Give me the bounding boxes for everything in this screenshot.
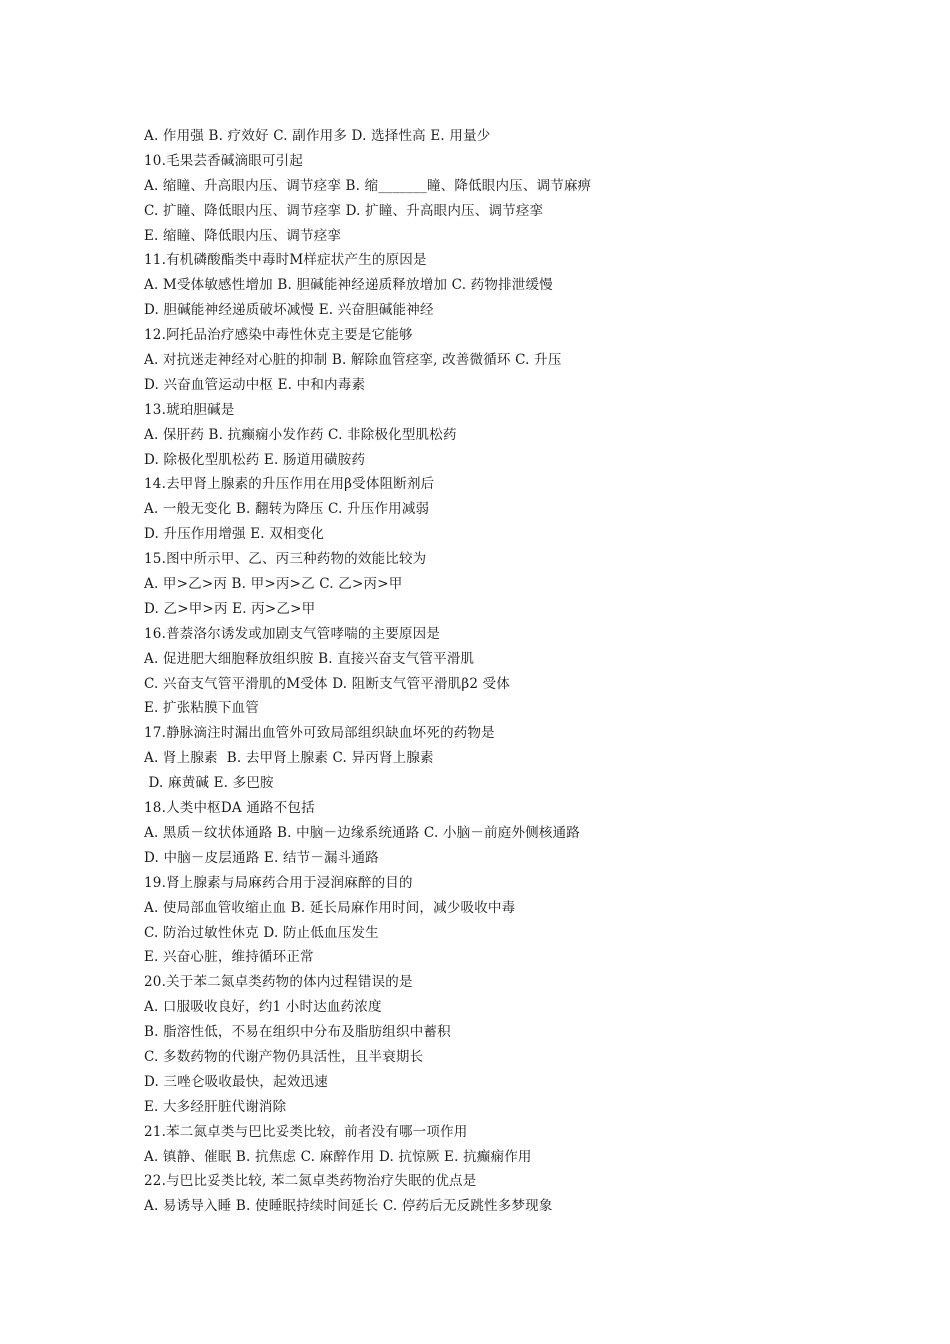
- text-line: A. 保肝药 B. 抗癫痫小发作药 C. 非除极化型肌松药: [144, 426, 457, 443]
- text-line: 19.肾上腺素与局麻药合用于浸润麻醉的目的: [144, 874, 413, 891]
- text-line: D. 中脑－皮层通路 E. 结节－漏斗通路: [144, 849, 379, 866]
- text-line: D. 麻黄碱 E. 多巴胺: [144, 775, 274, 792]
- text-line: D. 胆碱能神经递质破坏减慢 E. 兴奋胆碱能神经: [144, 302, 434, 319]
- text-line: 11.有机磷酸酯类中毒时M样症状产生的原因是: [144, 252, 427, 269]
- text-line: 14.去甲肾上腺素的升压作用在用β受体阻断剂后: [144, 476, 435, 493]
- text-line: 18.人类中枢DA 通路不包括: [144, 800, 315, 817]
- text-line: A. 缩瞳、升高眼内压、调节痉挛 B. 缩_______瞳、降低眼内压、调节麻痹: [144, 177, 592, 194]
- text-line: A. 镇静、催眠 B. 抗焦虑 C. 麻醉作用 D. 抗惊厥 E. 抗癫痫作用: [144, 1148, 532, 1165]
- text-line: D. 升压作用增强 E. 双相变化: [144, 526, 325, 543]
- text-line: A. 使局部血管收缩止血 B. 延长局麻作用时间，减少吸收中毒: [144, 899, 516, 916]
- text-line: 15.图中所示甲、乙、丙三种药物的效能比较为: [144, 551, 427, 568]
- text-line: C. 兴奋支气管平滑肌的M受体 D. 阻断支气管平滑肌β2 受体: [144, 675, 511, 692]
- text-line: 21.苯二氮卓类与巴比妥类比较，前者没有哪一项作用: [144, 1123, 468, 1140]
- text-line: A. 甲>乙>丙 B. 甲>丙>乙 C. 乙>丙>甲: [144, 576, 403, 593]
- text-line: A. 口服吸收良好，约1 小时达血药浓度: [144, 999, 382, 1016]
- text-line: D. 兴奋血管运动中枢 E. 中和内毒素: [144, 376, 366, 393]
- text-line: E. 兴奋心脏，维持循环正常: [144, 949, 314, 966]
- text-line: D. 乙>甲>丙 E. 丙>乙>甲: [144, 600, 316, 617]
- text-line: 12.阿托品治疗感染中毒性休克主要是它能够: [144, 327, 413, 344]
- text-line: D. 三唑仑吸收最快，起效迅速: [144, 1073, 328, 1090]
- text-line: C. 扩瞳、降低眼内压、调节痉挛 D. 扩瞳、升高眼内压、调节痉挛: [144, 202, 544, 219]
- text-line: 22.与巴比妥类比较, 苯二氮卓类药物治疗失眠的优点是: [144, 1173, 477, 1190]
- text-line: E. 大多经肝脏代谢消除: [144, 1098, 287, 1115]
- text-line: 10.毛果芸香碱滴眼可引起: [144, 152, 304, 169]
- question-text-block: [144, 124, 844, 1219]
- text-line: 13.琥珀胆碱是: [144, 401, 235, 418]
- text-line: B. 脂溶性低，不易在组织中分布及脂肪组织中蓄积: [144, 1024, 451, 1041]
- text-line: C. 多数药物的代谢产物仍具活性，且半衰期长: [144, 1048, 424, 1065]
- text-line: D. 除极化型肌松药 E. 肠道用磺胺药: [144, 451, 366, 468]
- text-line: A. 一般无变化 B. 翻转为降压 C. 升压作用减弱: [144, 501, 430, 518]
- text-line: A. 对抗迷走神经对心脏的抑制 B. 解除血管痉挛, 改善微循环 C. 升压: [144, 352, 562, 369]
- text-line: A. 肾上腺素 B. 去甲肾上腺素 C. 异丙肾上腺素: [144, 750, 434, 767]
- text-line: 16.普萘洛尔诱发或加剧支气管哮喘的主要原因是: [144, 625, 441, 642]
- text-line: E. 缩瞳、降低眼内压、调节痉挛: [144, 227, 342, 244]
- text-line: A. 促进肥大细胞释放组织胺 B. 直接兴奋支气管平滑肌: [144, 650, 475, 667]
- text-line: A. M受体敏感性增加 B. 胆碱能神经递质释放增加 C. 药物排泄缓慢: [144, 277, 553, 294]
- text-line: 17.静脉滴注时漏出血管外可致局部组织缺血坏死的药物是: [144, 725, 495, 742]
- text-line: 20.关于苯二氮卓类药物的体内过程错误的是: [144, 974, 413, 991]
- text-line: A. 黑质－纹状体通路 B. 中脑－边缘系统通路 C. 小脑－前庭外侧核通路: [144, 824, 580, 841]
- text-line: E. 扩张粘膜下血管: [144, 700, 259, 717]
- text-line: A. 易诱导入睡 B. 使睡眠持续时间延长 C. 停药后无反跳性多梦现象: [144, 1198, 553, 1215]
- text-line: C. 防治过敏性休克 D. 防止低血压发生: [144, 924, 379, 941]
- text-line: A. 作用强 B. 疗效好 C. 副作用多 D. 选择性高 E. 用量少: [144, 128, 491, 144]
